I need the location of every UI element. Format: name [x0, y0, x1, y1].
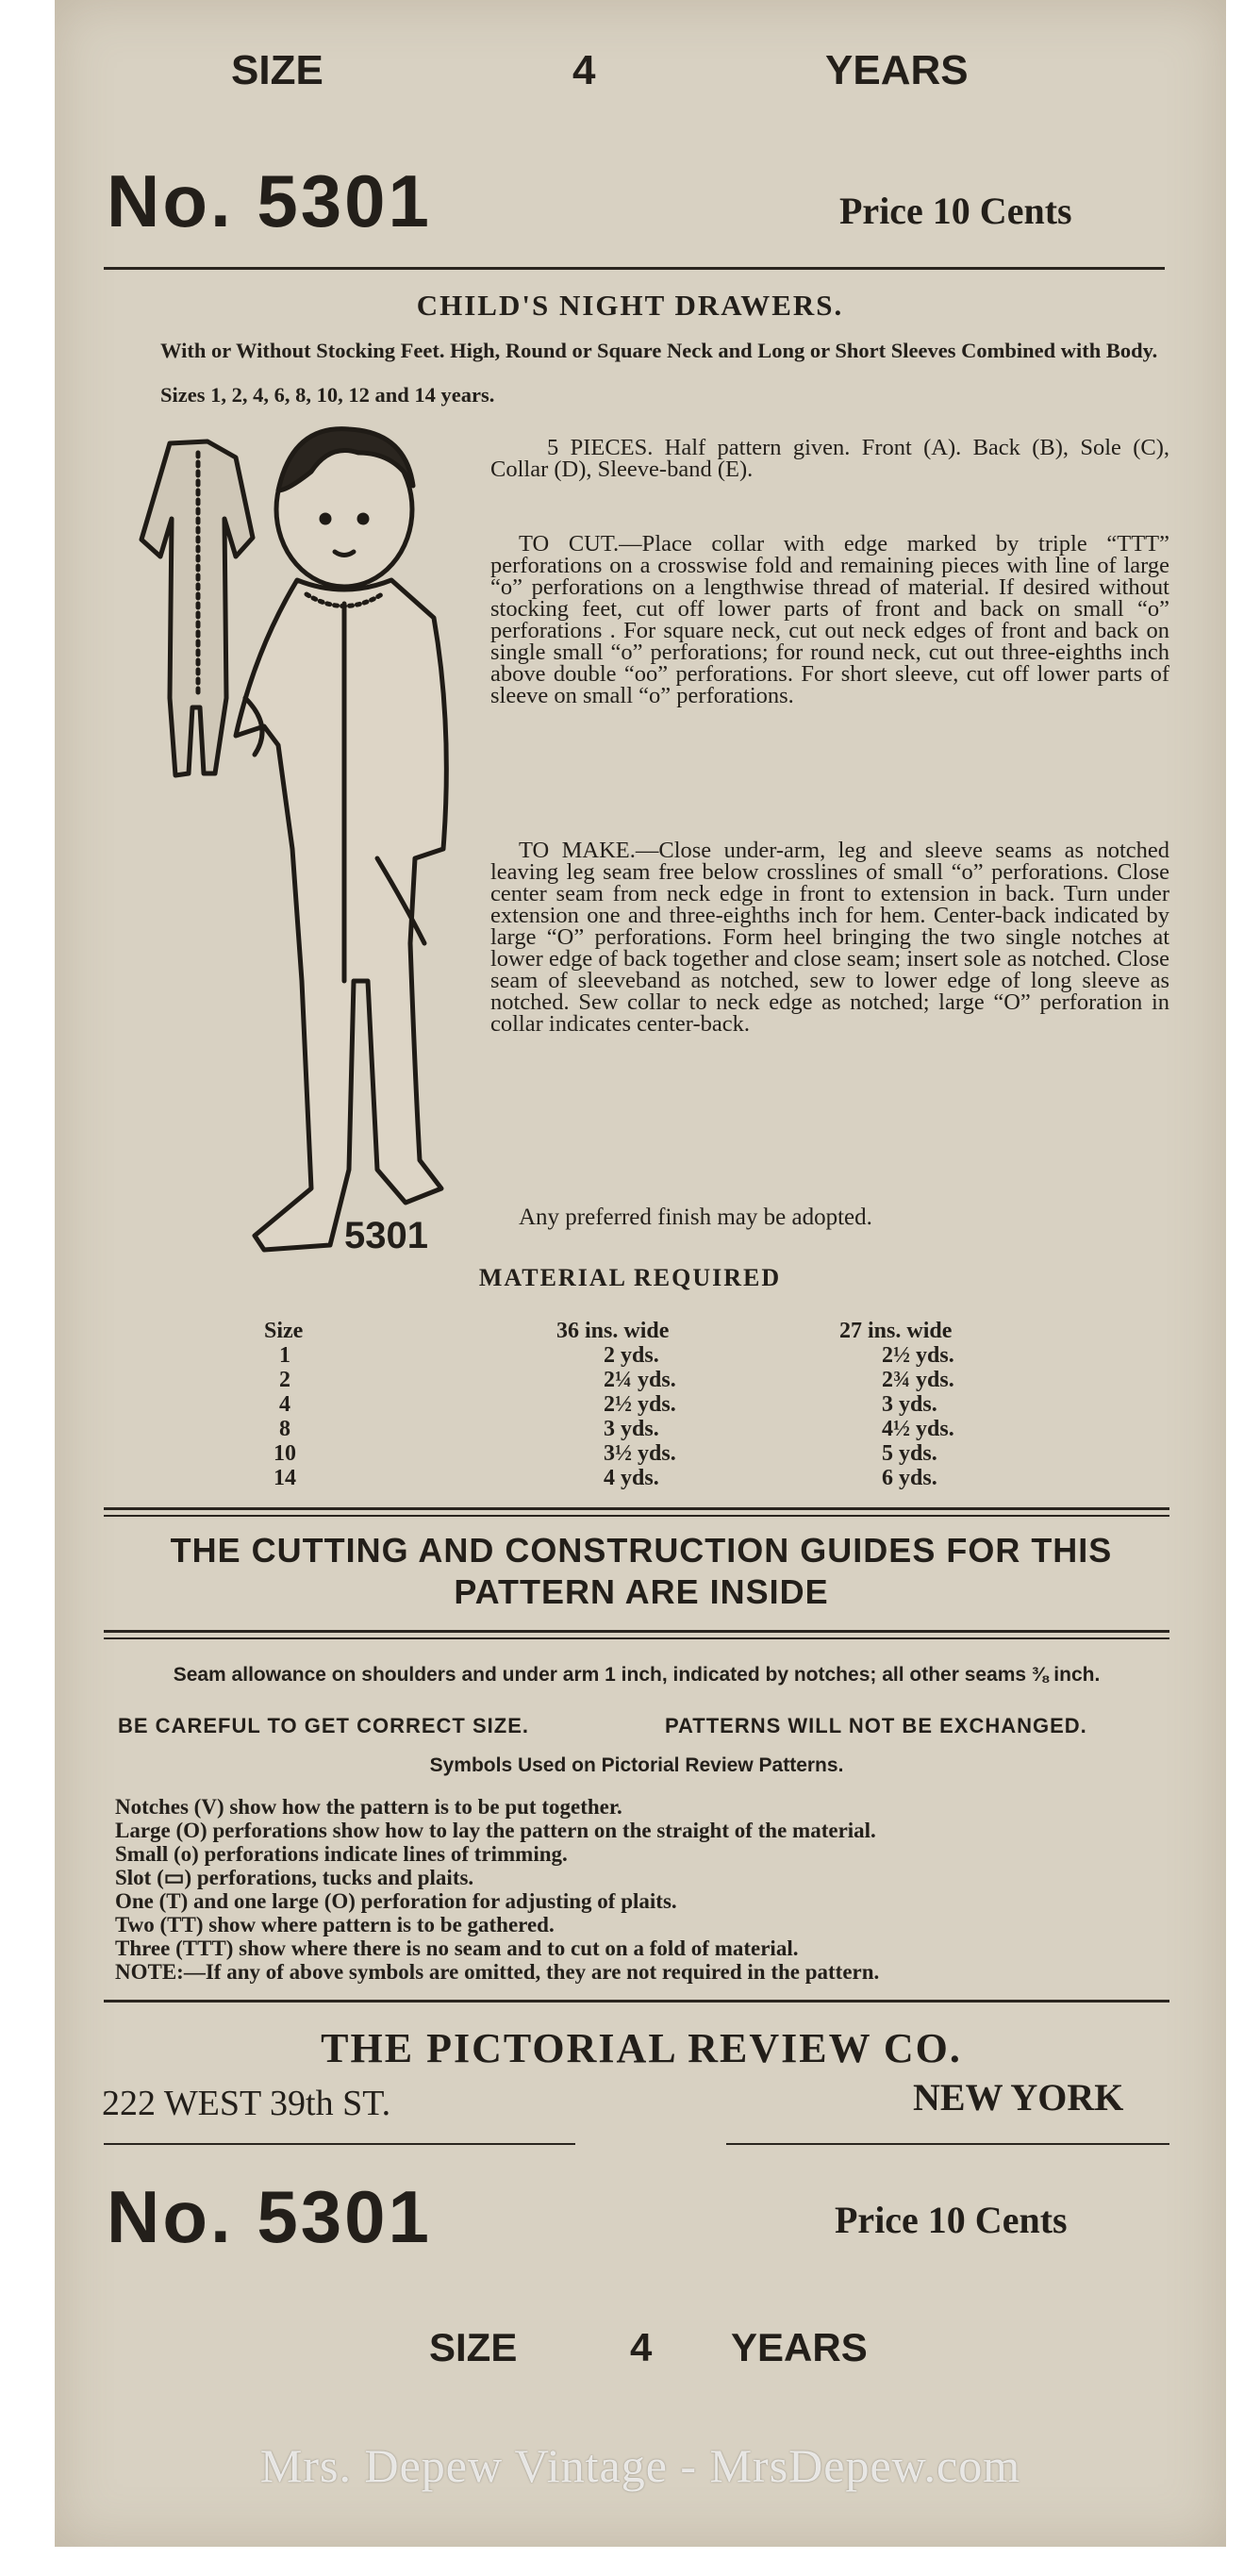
company-top-rule	[104, 2000, 1169, 2003]
table-cell: 2¼ yds.	[604, 1368, 676, 1392]
watermark: Mrs. Depew Vintage - MrsDepew.com	[259, 2439, 1021, 2492]
to-make-text: TO MAKE.—Close under-arm, leg and sleeve seams as notched leaving leg seam free below crosslines of small “o” perforations. Close center seam from neck edge in front to extension in back. Turn under extension one and three-eighths inch for hem. Center-back indicated by large “O” perforations. Form heel bringing the two single notches at lower edge of back together and close seam; insert sole as notched. Close seam of sleeveband as notched, sew to lower edge of long sleeve as notched. Sew collar to neck edge as notched; large “O” perforation in collar indicates center-back.	[490, 838, 1169, 1037]
table-cell: 6 yds.	[882, 1466, 937, 1490]
table-cell: 3 yds.	[882, 1392, 937, 1417]
footer-price: Price 10 Cents	[835, 2199, 1068, 2241]
illustration-label: 5301	[344, 1215, 428, 1256]
footer-rule-left	[104, 2143, 575, 2145]
size-value: 4	[572, 47, 596, 93]
list-item: One (T) and one large (O) perforation for adjusting of plaits.	[115, 1889, 677, 1913]
sizes-line: Sizes 1, 2, 4, 6, 8, 10, 12 and 14 years.	[160, 383, 495, 407]
table-cell: 3½ yds.	[604, 1441, 676, 1466]
table-cell: 4 yds.	[604, 1466, 659, 1490]
guides-top-rule-2	[104, 1515, 1169, 1517]
material-heading: MATERIAL REQUIRED	[478, 1264, 782, 1291]
to-cut-text: TO CUT.—Place collar with edge marked by triple “TTT” perforations on a crosswise fold and remaining pieces with line of large “o” perforations on a lengthwise thread of material. If desired without stocking feet, cut off lower parts of front and back on small “o” perforations . For square neck, cut out neck edges of front and back on single small “o” perforations; for round neck, cut out three-eighths inch above double “oo” perforations. For short sleeve, cut off lower parts of sleeve on small “o” perforations.	[490, 531, 1169, 708]
company-street: 222 WEST 39th ST.	[102, 2084, 391, 2123]
guides-line-1: THE CUTTING AND CONSTRUCTION GUIDES FOR THIS	[170, 1531, 1113, 1570]
table-cell: 2 yds.	[604, 1343, 659, 1368]
list-item: Three (TTT) show where there is no seam and to cut on a fold of material.	[115, 1936, 799, 1960]
size-label: SIZE	[231, 47, 323, 93]
pieces-text: 5 PIECES. Half pattern given. Front (A). Back (B), Sole (C), Collar (D), Sleeve-band (E).	[490, 435, 1169, 482]
footer-years-label: YEARS	[731, 2325, 868, 2369]
table-cell: 2½ yds.	[604, 1392, 676, 1417]
finish-text: Any preferred finish may be adopted.	[519, 1205, 872, 1230]
list-item: Slot (▭) perforations, tucks and plaits.	[115, 1866, 474, 1889]
footer-rule-right	[726, 2143, 1169, 2145]
careful-note: BE CAREFUL TO GET CORRECT SIZE.	[118, 1714, 529, 1737]
table-cell: 8	[279, 1417, 290, 1441]
table-cell: 10	[274, 1441, 296, 1466]
table-header-27: 27 ins. wide	[839, 1319, 953, 1343]
symbols-heading: Symbols Used on Pictorial Review Patterns.	[429, 1754, 844, 1776]
list-item: Large (O) perforations show how to lay the pattern on the straight of the material.	[115, 1819, 876, 1842]
table-cell: 3 yds.	[604, 1417, 659, 1441]
guides-line-2: PATTERN ARE INSIDE	[454, 1572, 829, 1611]
table-cell: 4½ yds.	[882, 1417, 954, 1441]
table-cell: 1	[279, 1343, 290, 1368]
header-rule	[104, 267, 1165, 270]
no-exchange-note: PATTERNS WILL NOT BE EXCHANGED.	[665, 1714, 1087, 1737]
list-item: NOTE:—If any of above symbols are omitted, they are not required in the pattern.	[115, 1960, 880, 1984]
table-cell: 5 yds.	[882, 1441, 937, 1466]
footer-size-label: SIZE	[429, 2325, 518, 2369]
list-item: Small (o) perforations indicate lines of trimming.	[115, 1842, 568, 1866]
table-header-size: Size	[264, 1319, 304, 1343]
company-name: THE PICTORIAL REVIEW CO.	[321, 2025, 962, 2071]
symbols-list	[115, 1795, 1171, 1984]
table-cell: 2½ yds.	[882, 1343, 954, 1368]
table-cell: 2¾ yds.	[882, 1368, 954, 1392]
table-cell: 2	[279, 1368, 290, 1392]
footer-pattern-number: No. 5301	[107, 2175, 432, 2258]
list-item: Two (TT) show where pattern is to be gathered.	[115, 1913, 555, 1936]
footer-size-value: 4	[630, 2325, 653, 2369]
child-illustration	[94, 415, 490, 1264]
table-cell: 14	[274, 1466, 296, 1490]
seam-note: Seam allowance on shoulders and under arm 1 inch, indicated by notches; all other seams ⅜ inch.	[173, 1664, 1101, 1686]
list-item: Notches (V) show how the pattern is to be put together.	[115, 1795, 622, 1819]
table-cell: 4	[279, 1392, 290, 1417]
guides-top-rule	[104, 1507, 1169, 1510]
company-city: NEW YORK	[913, 2076, 1124, 2119]
pattern-subtitle: With or Without Stocking Feet. High, Round or Square Neck and Long or Short Sleeves Combined with Body.	[160, 339, 1158, 362]
pattern-number: No. 5301	[107, 159, 432, 242]
price: Price 10 Cents	[839, 190, 1072, 232]
guides-bottom-rule-2	[104, 1637, 1169, 1639]
pattern-title: CHILD'S NIGHT DRAWERS.	[416, 289, 844, 322]
guides-bottom-rule	[104, 1630, 1169, 1633]
table-header-36: 36 ins. wide	[556, 1319, 670, 1343]
years-label: YEARS	[825, 47, 969, 93]
